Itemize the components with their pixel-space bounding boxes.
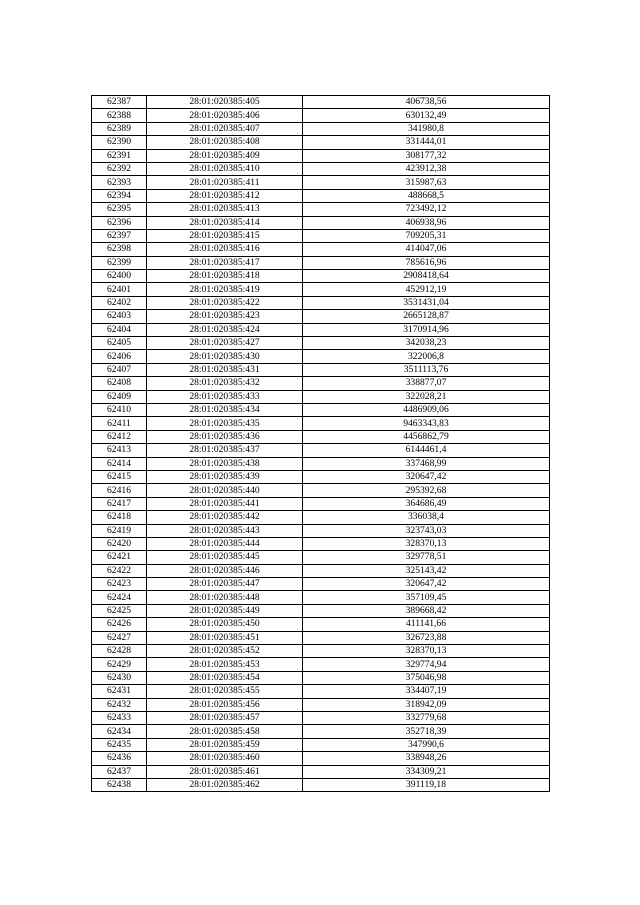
cadastral-number-cell: 28:01:020385:430 (147, 350, 303, 363)
cadastral-number-cell: 28:01:020385:459 (147, 738, 303, 751)
table-row (92, 310, 550, 323)
cadastral-value-cell: 308177,32 (303, 149, 550, 162)
cadastral-number-cell: 28:01:020385:432 (147, 377, 303, 390)
row-number-cell: 62421 (92, 551, 147, 564)
row-number-cell: 62396 (92, 216, 147, 229)
table-row (92, 122, 550, 135)
row-number-cell: 62405 (92, 337, 147, 350)
row-number-cell: 62399 (92, 256, 147, 269)
cadastral-value-cell: 411141,66 (303, 618, 550, 631)
row-number-cell: 62403 (92, 310, 147, 323)
cadastral-value-cell: 347990,6 (303, 738, 550, 751)
cadastral-number-cell: 28:01:020385:443 (147, 524, 303, 537)
cadastral-number-cell: 28:01:020385:414 (147, 216, 303, 229)
cadastral-number-cell: 28:01:020385:407 (147, 122, 303, 135)
cadastral-number-cell: 28:01:020385:433 (147, 390, 303, 403)
cadastral-number-cell: 28:01:020385:451 (147, 631, 303, 644)
row-number-cell: 62428 (92, 645, 147, 658)
row-number-cell: 62420 (92, 537, 147, 550)
cadastral-value-cell: 9463343,83 (303, 417, 550, 430)
cadastral-number-cell: 28:01:020385:434 (147, 403, 303, 416)
cadastral-value-cell: 342038,23 (303, 337, 550, 350)
table-row (92, 698, 550, 711)
table-row (92, 618, 550, 631)
cadastral-value-cell: 709205,31 (303, 229, 550, 242)
cadastral-number-cell: 28:01:020385:424 (147, 323, 303, 336)
table-row (92, 511, 550, 524)
table-row (92, 296, 550, 309)
cadastral-number-cell: 28:01:020385:454 (147, 671, 303, 684)
cadastral-number-cell: 28:01:020385:419 (147, 283, 303, 296)
cadastral-number-cell: 28:01:020385:435 (147, 417, 303, 430)
cadastral-number-cell: 28:01:020385:422 (147, 296, 303, 309)
cadastral-value-cell: 323743,03 (303, 524, 550, 537)
table-row (92, 671, 550, 684)
row-number-cell: 62407 (92, 363, 147, 376)
cadastral-number-cell: 28:01:020385:411 (147, 176, 303, 189)
row-number-cell: 62415 (92, 470, 147, 483)
table-row (92, 765, 550, 778)
row-number-cell: 62414 (92, 457, 147, 470)
row-number-cell: 62400 (92, 270, 147, 283)
cadastral-number-cell: 28:01:020385:446 (147, 564, 303, 577)
cadastral-number-cell: 28:01:020385:436 (147, 430, 303, 443)
cadastral-number-cell: 28:01:020385:456 (147, 698, 303, 711)
table-row (92, 323, 550, 336)
cadastral-value-cell: 295392,68 (303, 484, 550, 497)
cadastral-number-cell: 28:01:020385:444 (147, 537, 303, 550)
row-number-cell: 62424 (92, 591, 147, 604)
table-row (92, 283, 550, 296)
cadastral-number-cell: 28:01:020385:448 (147, 591, 303, 604)
cadastral-number-cell: 28:01:020385:439 (147, 470, 303, 483)
cadastral-value-cell: 2908418,64 (303, 270, 550, 283)
row-number-cell: 62429 (92, 658, 147, 671)
row-number-cell: 62426 (92, 618, 147, 631)
row-number-cell: 62434 (92, 725, 147, 738)
table-row (92, 470, 550, 483)
row-number-cell: 62392 (92, 162, 147, 175)
row-number-cell: 62401 (92, 283, 147, 296)
cadastral-value-cell: 6144461,4 (303, 444, 550, 457)
cadastral-number-cell: 28:01:020385:453 (147, 658, 303, 671)
row-number-cell: 62397 (92, 229, 147, 242)
cadastral-number-cell: 28:01:020385:413 (147, 203, 303, 216)
cadastral-number-cell: 28:01:020385:447 (147, 578, 303, 591)
row-number-cell: 62394 (92, 189, 147, 202)
cadastral-value-cell: 329778,51 (303, 551, 550, 564)
cadastral-value-cell: 325143,42 (303, 564, 550, 577)
cadastral-value-cell: 357109,45 (303, 591, 550, 604)
cadastral-value-cell: 488668,5 (303, 189, 550, 202)
table-row (92, 417, 550, 430)
cadastral-number-cell: 28:01:020385:416 (147, 243, 303, 256)
table-row (92, 403, 550, 416)
row-number-cell: 62432 (92, 698, 147, 711)
table-row (92, 243, 550, 256)
row-number-cell: 62423 (92, 578, 147, 591)
row-number-cell: 62437 (92, 765, 147, 778)
cadastral-value-cell: 338948,26 (303, 752, 550, 765)
cadastral-number-cell: 28:01:020385:441 (147, 497, 303, 510)
row-number-cell: 62419 (92, 524, 147, 537)
cadastral-value-cell: 334407,19 (303, 685, 550, 698)
cadastral-value-cell: 315987,63 (303, 176, 550, 189)
cadastral-value-cell: 406738,56 (303, 96, 550, 109)
cadastral-value-cell: 336038,4 (303, 511, 550, 524)
row-number-cell: 62425 (92, 604, 147, 617)
cadastral-number-cell: 28:01:020385:437 (147, 444, 303, 457)
table-row (92, 645, 550, 658)
cadastral-value-cell: 723492,12 (303, 203, 550, 216)
table-row (92, 430, 550, 443)
table-row (92, 203, 550, 216)
row-number-cell: 62412 (92, 430, 147, 443)
row-number-cell: 62416 (92, 484, 147, 497)
row-number-cell: 62389 (92, 122, 147, 135)
cadastral-value-cell: 4486909,06 (303, 403, 550, 416)
table-row (92, 497, 550, 510)
cadastral-number-cell: 28:01:020385:431 (147, 363, 303, 376)
row-number-cell: 62433 (92, 711, 147, 724)
table-row (92, 109, 550, 122)
cadastral-value-cell: 785616,96 (303, 256, 550, 269)
cadastral-value-cell: 389668,42 (303, 604, 550, 617)
cadastral-value-cell: 4456862,79 (303, 430, 550, 443)
row-number-cell: 62427 (92, 631, 147, 644)
table-row (92, 524, 550, 537)
row-number-cell: 62406 (92, 350, 147, 363)
cadastral-number-cell: 28:01:020385:442 (147, 511, 303, 524)
row-number-cell: 62413 (92, 444, 147, 457)
cadastral-value-cell: 338877,07 (303, 377, 550, 390)
table-body (92, 96, 550, 792)
cadastral-value-cell: 320647,42 (303, 470, 550, 483)
row-number-cell: 62436 (92, 752, 147, 765)
cadastral-value-cell: 331444,01 (303, 136, 550, 149)
cadastral-value-cell: 3531431,04 (303, 296, 550, 309)
cadastral-value-cell: 452912,19 (303, 283, 550, 296)
row-number-cell: 62393 (92, 176, 147, 189)
row-number-cell: 62390 (92, 136, 147, 149)
cadastral-number-cell: 28:01:020385:455 (147, 685, 303, 698)
table-row (92, 685, 550, 698)
table-row (92, 390, 550, 403)
cadastral-value-cell: 414047,06 (303, 243, 550, 256)
table-row (92, 162, 550, 175)
row-number-cell: 62435 (92, 738, 147, 751)
table-row (92, 738, 550, 751)
cadastral-number-cell: 28:01:020385:418 (147, 270, 303, 283)
cadastral-number-cell: 28:01:020385:452 (147, 645, 303, 658)
cadastral-value-cell: 364686,49 (303, 497, 550, 510)
row-number-cell: 62409 (92, 390, 147, 403)
row-number-cell: 62388 (92, 109, 147, 122)
cadastral-number-cell: 28:01:020385:458 (147, 725, 303, 738)
table-row (92, 270, 550, 283)
row-number-cell: 62404 (92, 323, 147, 336)
table-row (92, 631, 550, 644)
cadastral-value-cell: 320647,42 (303, 578, 550, 591)
cadastral-number-cell: 28:01:020385:462 (147, 778, 303, 791)
cadastral-value-cell: 391119,18 (303, 778, 550, 791)
cadastral-number-cell: 28:01:020385:445 (147, 551, 303, 564)
cadastral-number-cell: 28:01:020385:406 (147, 109, 303, 122)
cadastral-value-cell: 322028,21 (303, 390, 550, 403)
table-row (92, 444, 550, 457)
cadastral-number-cell: 28:01:020385:417 (147, 256, 303, 269)
cadastral-value-cell: 352718,39 (303, 725, 550, 738)
cadastral-number-cell: 28:01:020385:409 (147, 149, 303, 162)
cadastral-value-cell: 326723,88 (303, 631, 550, 644)
row-number-cell: 62387 (92, 96, 147, 109)
row-number-cell: 62417 (92, 497, 147, 510)
row-number-cell: 62402 (92, 296, 147, 309)
table-row (92, 337, 550, 350)
cadastral-value-cell: 334309,21 (303, 765, 550, 778)
cadastral-value-cell: 406938,96 (303, 216, 550, 229)
cadastral-number-cell: 28:01:020385:423 (147, 310, 303, 323)
table-row (92, 591, 550, 604)
cadastral-number-cell: 28:01:020385:449 (147, 604, 303, 617)
table-row (92, 457, 550, 470)
row-number-cell: 62411 (92, 417, 147, 430)
cadastral-number-cell: 28:01:020385:457 (147, 711, 303, 724)
cadastral-value-cell: 423912,38 (303, 162, 550, 175)
cadastral-number-cell: 28:01:020385:438 (147, 457, 303, 470)
cadastral-number-cell: 28:01:020385:440 (147, 484, 303, 497)
cadastral-value-cell: 322006,8 (303, 350, 550, 363)
cadastral-value-cell: 332779,68 (303, 711, 550, 724)
table-row (92, 778, 550, 791)
row-number-cell: 62431 (92, 685, 147, 698)
row-number-cell: 62438 (92, 778, 147, 791)
row-number-cell: 62391 (92, 149, 147, 162)
cadastral-value-cell: 328370,13 (303, 537, 550, 550)
cadastral-value-cell: 328370,13 (303, 645, 550, 658)
table-row (92, 725, 550, 738)
table-row (92, 229, 550, 242)
cadastral-number-cell: 28:01:020385:408 (147, 136, 303, 149)
cadastral-number-cell: 28:01:020385:412 (147, 189, 303, 202)
cadastral-number-cell: 28:01:020385:427 (147, 337, 303, 350)
table-row (92, 752, 550, 765)
table-row (92, 96, 550, 109)
table-row (92, 136, 550, 149)
table-row (92, 176, 550, 189)
table-row (92, 216, 550, 229)
cadastral-number-cell: 28:01:020385:415 (147, 229, 303, 242)
table-row (92, 604, 550, 617)
cadastral-number-cell: 28:01:020385:460 (147, 752, 303, 765)
table-row (92, 350, 550, 363)
cadastral-number-cell: 28:01:020385:461 (147, 765, 303, 778)
table-row (92, 711, 550, 724)
cadastral-value-table (91, 95, 550, 792)
cadastral-number-cell: 28:01:020385:410 (147, 162, 303, 175)
row-number-cell: 62408 (92, 377, 147, 390)
table-row (92, 578, 550, 591)
row-number-cell: 62410 (92, 403, 147, 416)
table-row (92, 256, 550, 269)
table-row (92, 189, 550, 202)
row-number-cell: 62395 (92, 203, 147, 216)
row-number-cell: 62398 (92, 243, 147, 256)
cadastral-value-cell: 3170914,96 (303, 323, 550, 336)
table-row (92, 551, 550, 564)
cadastral-value-cell: 337468,99 (303, 457, 550, 470)
table-row (92, 658, 550, 671)
table-row (92, 149, 550, 162)
cadastral-value-cell: 329774,94 (303, 658, 550, 671)
cadastral-value-cell: 3511113,76 (303, 363, 550, 376)
cadastral-number-cell: 28:01:020385:405 (147, 96, 303, 109)
table-row (92, 564, 550, 577)
cadastral-number-cell: 28:01:020385:450 (147, 618, 303, 631)
cadastral-value-cell: 375046,98 (303, 671, 550, 684)
cadastral-value-cell: 630132,49 (303, 109, 550, 122)
cadastral-value-cell: 2665128,87 (303, 310, 550, 323)
row-number-cell: 62422 (92, 564, 147, 577)
row-number-cell: 62430 (92, 671, 147, 684)
table-row (92, 377, 550, 390)
row-number-cell: 62418 (92, 511, 147, 524)
cadastral-value-cell: 341980,8 (303, 122, 550, 135)
table-row (92, 537, 550, 550)
table-row (92, 363, 550, 376)
cadastral-value-cell: 318942,09 (303, 698, 550, 711)
table-row (92, 484, 550, 497)
